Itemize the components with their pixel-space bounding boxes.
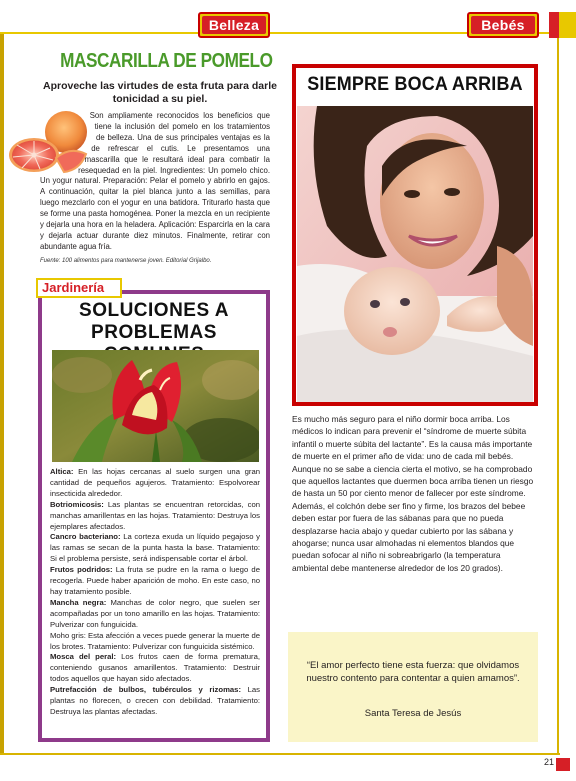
left-border <box>0 34 4 754</box>
garden-item <box>50 565 260 598</box>
garden-item <box>50 500 260 533</box>
garden-item-term: Mancha negra: <box>50 597 107 607</box>
right-border <box>557 34 559 754</box>
quote-author: Santa Teresa de Jesús <box>364 708 462 719</box>
quote-box <box>288 632 538 742</box>
tulip-image <box>52 350 259 462</box>
mother-baby-photo <box>297 106 533 402</box>
beauty-subtitle: Aproveche las virtudes de esta fruta para darle tonicidad a su piel. <box>42 80 277 105</box>
baby-title: SIEMPRE BOCA ARRIBA <box>307 73 523 95</box>
quote-text: “El amor perfecto tiene esta fuerza: que olvidamos nuestro contento para contentar a quien amamos”. <box>306 660 520 684</box>
garden-item-term: Botriomicosis: <box>50 499 104 509</box>
garden-item-text: Las plantas se encuentran retorcidas, con manchas amarillentas en las hojas. Tratamiento: Destruya los ejemplares afectados. <box>50 499 260 531</box>
section-tab-bebes-label: Bebés <box>471 16 535 34</box>
header-corner-yellow <box>559 12 576 38</box>
garden-item-text: Moho gris: Esta afección a veces puede generar la muerte de los brotes. Tratamiento: Pulverizar con funguicida sistémico. <box>50 630 260 651</box>
garden-item-text: Los frutos caen de forma prematura, conteniendo gusanos amarillentos. Tratamiento: Destruir todos aquellos que hayan sido afectados. <box>50 652 260 684</box>
garden-item-text: En las hojas cercanas al suelo surgen una gran cantidad de pequeños agujeros. Tratamiento: Espolvorear insecticida alrededor. <box>50 467 260 498</box>
bottom-border <box>0 753 560 755</box>
garden-item-term: Altica: <box>50 467 74 476</box>
garden-item-term: Mosca del peral: <box>50 652 117 662</box>
beauty-body-text: Son ampliamente reconocidos los beneficios que tiene la inclusión del pomelo en los tratamientos de belleza. Una de sus principales ventajas es la de refrescar el cutis. Le presentamos una mascarilla que le resultará ideal para combatir la resequedad en la piel. Ingredientes: Un pomelo chico. Un yogur natural. Preparación: Pelar el pomelo y abrirlo en gajos. A continuación, quitar la piel blanca junto a las semillas, para luego mezclarlo con el yogur en una batidora. Triturarlo hasta que se forme una pasta homogénea. Poner la mezcla en un recipiente y dejarla una hora en la heladera. Aplicación: Esparcirla en la cara y dejarla actuar durante diez minutos. Finalmente, retirar con abundante agua fría. <box>40 111 270 251</box>
gardening-body <box>50 467 260 718</box>
beauty-body <box>40 111 270 253</box>
garden-item <box>50 467 260 500</box>
garden-item-term: Putrefacción de bulbos, tubérculos y rizomas: <box>50 685 242 695</box>
garden-item-text: La fruta se pudre en la rama o luego de recogerla. Puede haber aparición de moho. En este caso, no hay tratamiento posible. <box>50 565 260 596</box>
garden-item-text: La corteza exuda un líquido pegajoso y las ramas se secan de la punta hasta la base. Tratamiento: Si el problema persiste, será indispensable cortar el árbol. <box>50 532 260 564</box>
garden-item-term: Cancro bacteriano: <box>50 532 121 542</box>
garden-item-term: Frutos podridos: <box>50 565 113 575</box>
section-tab-belleza <box>198 12 270 38</box>
gardening-tab-label: Jardinería <box>38 280 120 296</box>
beauty-title: MASCARILLA DE POMELO <box>60 50 273 72</box>
header-corner-red <box>549 12 559 38</box>
gardening-title-line1: SOLUCIONES A <box>79 300 229 321</box>
page-number: 21 <box>543 757 554 767</box>
garden-item <box>50 685 260 718</box>
baby-body: Es mucho más seguro para el niño dormir boca arriba. Los médicos lo indican para prevenir el “síndrome de muerte súbita infantil o muerte súbita del lactante”. Es la causa más importante de muerte en el primer año de vida: uno de cada mil bebés. Aunque no se sabe a ciencia cierta el motivo, se ha comprobado que aquellos lactantes que duermen boca arriba tienen un riesgo de hasta un 50 por ciento menor de fallecer por este síndrome. Además, el colchón debe ser fino y firme, los brazos del bebee deben estar por fuera de las sábanas para que no pueda desplazarse hacia abajo y quedar cubierto por las sábana y ahogarse; nunca usar almohadas ni elementos blandos que puedan sofocar al niño ni sobreabrigarlo (la temperatura ambiental debe mantenerse alrededor de los 20 grados). <box>292 414 534 573</box>
gardening-tab <box>36 278 122 298</box>
garden-item <box>50 631 260 653</box>
section-tab-belleza-label: Belleza <box>202 16 266 34</box>
section-tab-bebes <box>467 12 539 38</box>
garden-item <box>50 598 260 631</box>
garden-item <box>50 652 260 685</box>
footer-corner-block <box>556 758 570 771</box>
garden-item <box>50 532 260 565</box>
gardening-title-line2: PROBLEMAS <box>91 322 217 343</box>
garden-item-text: Las plantas no florecen, o crecen con debilidad. Tratamiento: Destruya las plantas afectadas. <box>50 685 261 716</box>
garden-item-text: Manchas de color negro, que suelen ser acompañadas por un tono amarillo en las hojas. Tratamiento: Pulverizar con funguicida. <box>50 597 260 629</box>
beauty-source: Fuente: 100 alimentos para mantenerse joven. Editorial Grijalbo. <box>40 258 212 264</box>
